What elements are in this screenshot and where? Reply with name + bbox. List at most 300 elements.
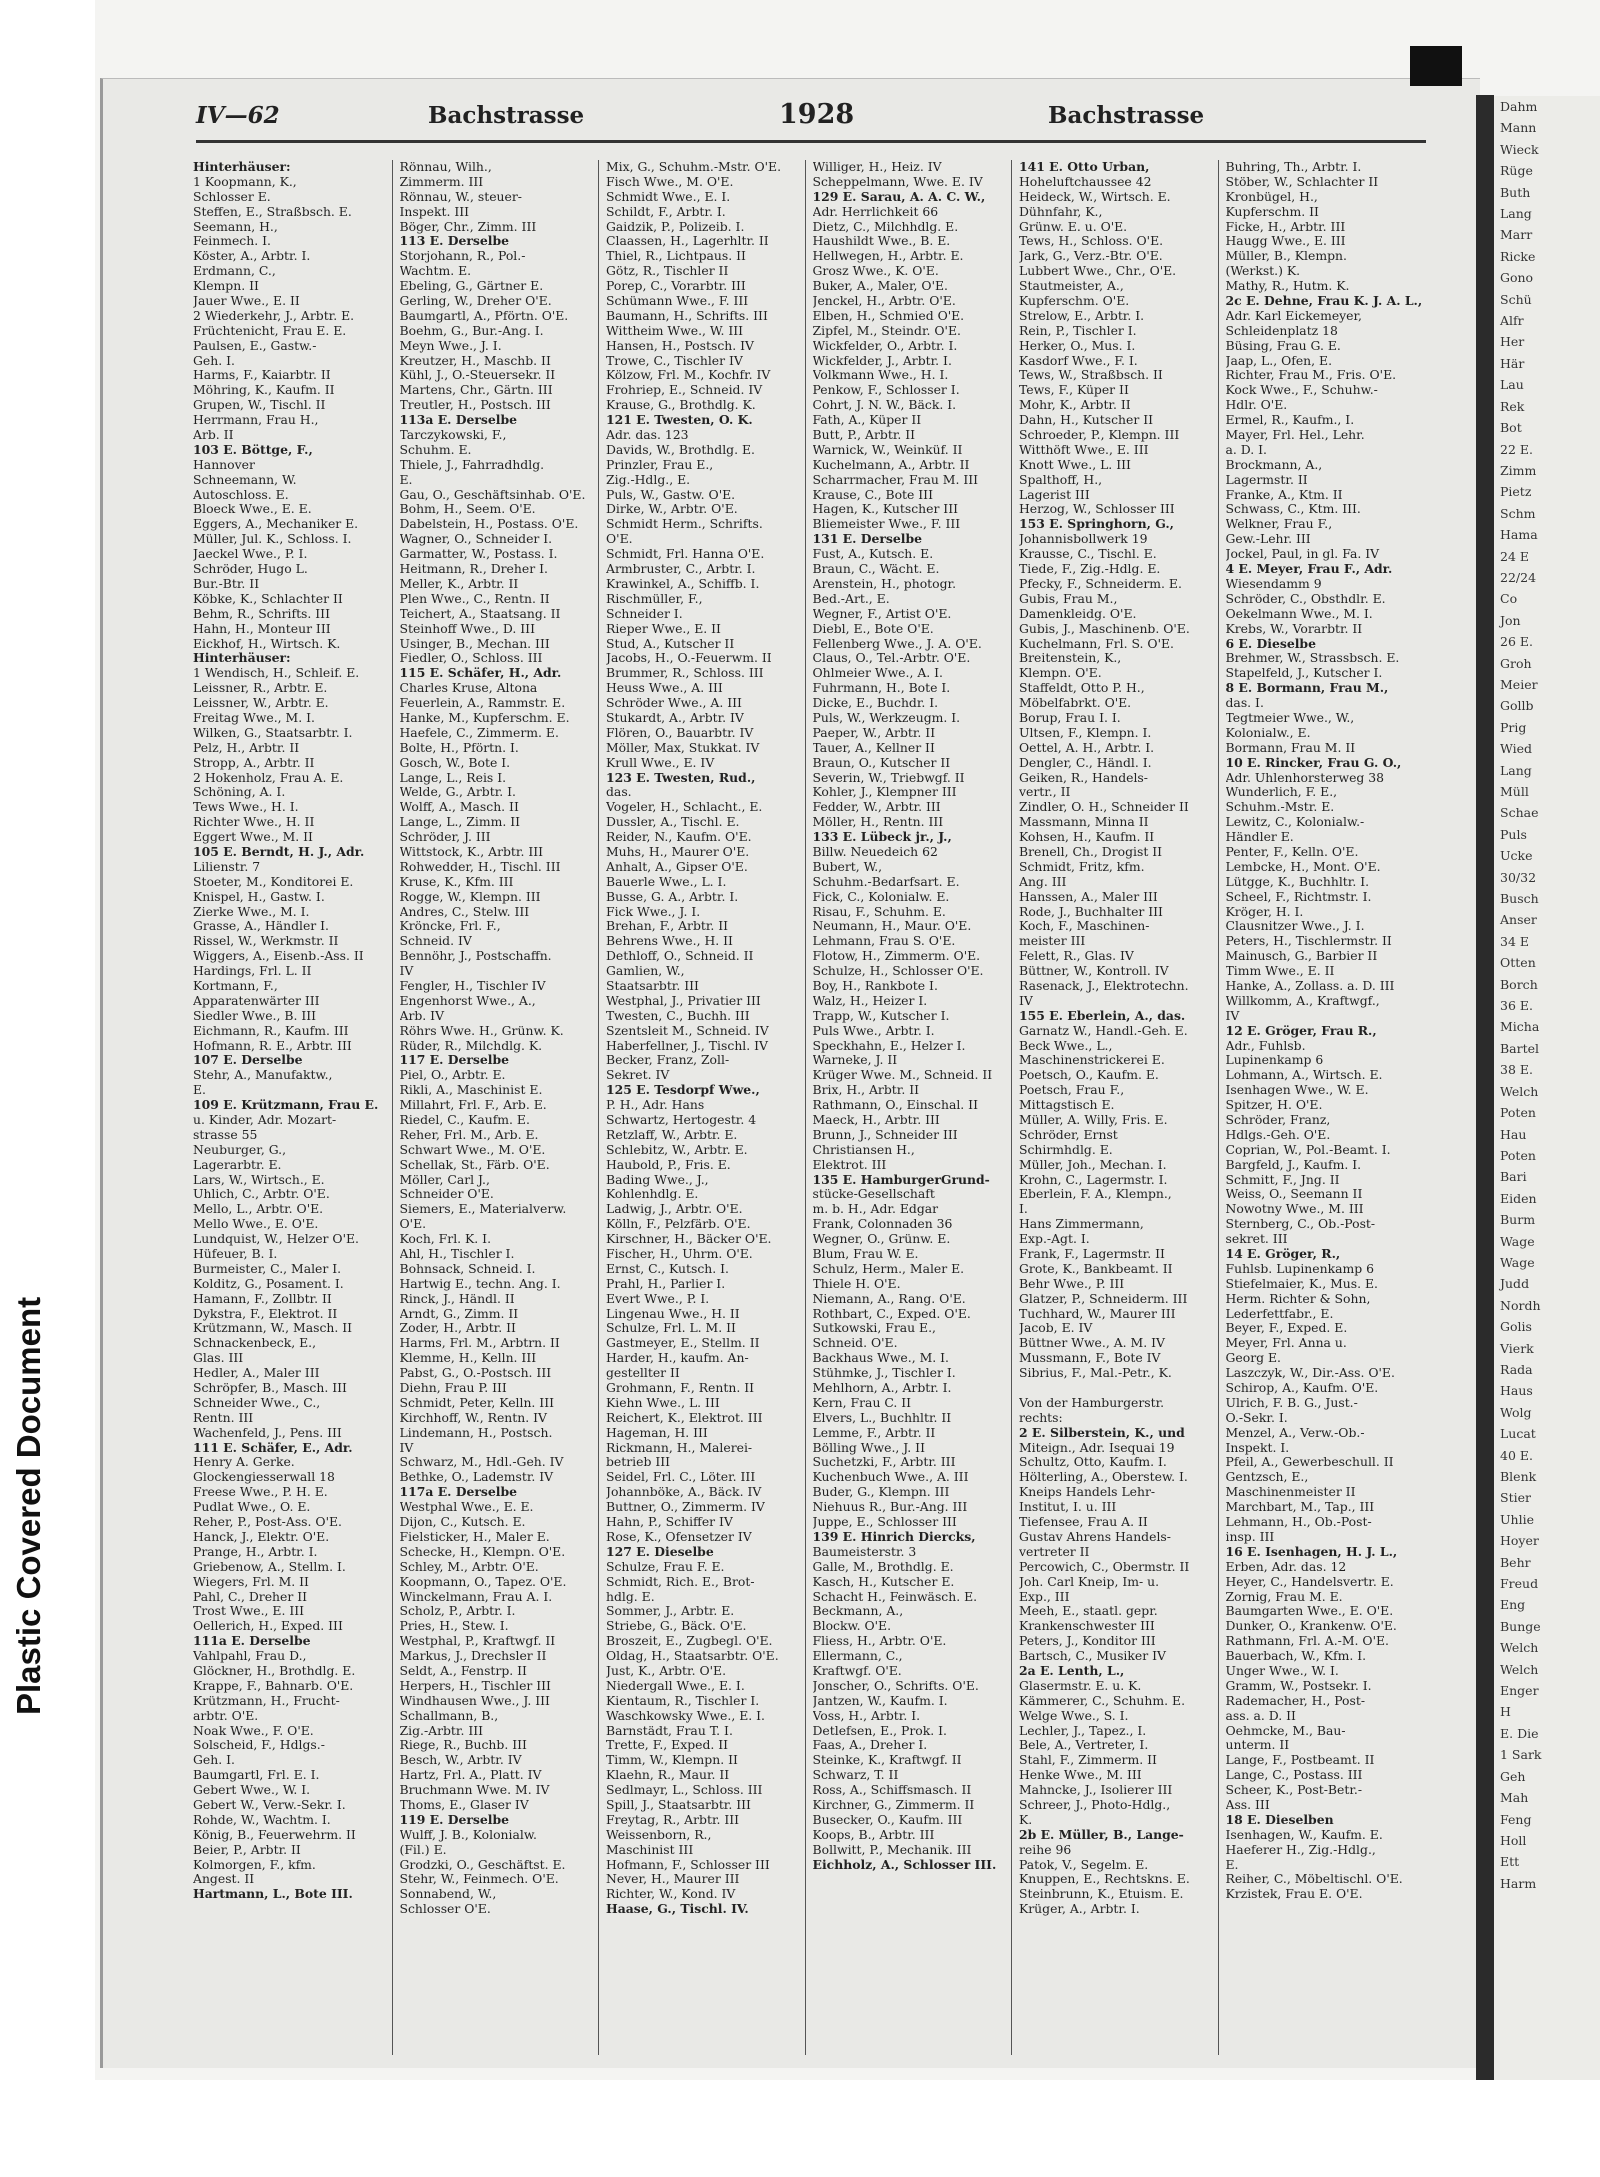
resident-entry: Zig.-Arbtr. III — [399, 1723, 484, 1738]
resident-entry: Schröder, J. III — [399, 830, 491, 845]
resident-entry: Maschinist III — [606, 1842, 694, 1857]
resident-entry: Händler E. — [1225, 830, 1294, 845]
resident-entry: Schneider Wwe., C., — [193, 1395, 321, 1410]
resident-entry: Peters, J., Konditor III — [1019, 1634, 1156, 1649]
resident-entry: Piel, O., Arbtr. E. — [399, 1068, 506, 1083]
resident-entry: Krawinkel, A., Schiffb. I. — [606, 576, 760, 591]
resident-entry: Peters, H., Tischlermstr. II — [1225, 934, 1392, 949]
resident-entry: Kuchelmann, Frl. S. O'E. — [1019, 636, 1174, 651]
resident-entry: Striebe, G., Bäck. O'E. — [606, 1619, 747, 1634]
house-entry-heading: 155 E. Eberlein, A., das. — [1019, 1008, 1186, 1023]
resident-entry: Schröder, C., Obsthdlr. E. — [1225, 591, 1386, 606]
resident-entry: Garmatter, W., Postass. I. — [399, 547, 558, 562]
resident-entry: Mello Wwe., E. O'E. — [193, 1217, 319, 1232]
resident-entry: Scharrmacher, Frau M. III — [812, 472, 979, 487]
resident-entry: Backhaus Wwe., M. I. — [812, 1351, 949, 1366]
house-entry-heading: 16 E. Isenhagen, H. J. L., — [1225, 1544, 1398, 1559]
resident-entry: Brehmer, W., Strassbsch. E. — [1225, 651, 1400, 666]
resident-entry: Fick, C., Kolonialw. E. — [812, 889, 950, 904]
resident-entry: Thoms, E., Glaser IV — [399, 1797, 529, 1812]
left-margin — [0, 0, 95, 2177]
resident-entry: O'E. — [606, 532, 633, 547]
resident-entry: Boehm, G., Bur.-Ang. I. — [399, 323, 544, 338]
resident-entry: Schallmann, B., — [399, 1708, 499, 1723]
resident-entry: Ohlmeier Wwe., A. I. — [812, 666, 943, 681]
resident-entry: Kuchenbuch Wwe., A. III — [812, 1470, 969, 1485]
next-page-fragment: Hama — [1500, 527, 1538, 543]
next-page-fragment: Harm — [1500, 1875, 1537, 1891]
resident-entry: Puls Wwe., Arbtr. I. — [812, 1023, 935, 1038]
page-number: IV—62 — [196, 102, 280, 129]
resident-entry: Bohm, H., Seem. O'E. — [399, 502, 536, 517]
resident-entry: Früchtenicht, Frau E. E. — [193, 323, 347, 338]
resident-entry: Lagerarbtr. E. — [193, 1157, 282, 1172]
resident-entry: Lemme, F., Arbtr. II — [812, 1425, 936, 1440]
resident-entry: Autoschloss. E. — [193, 487, 289, 502]
resident-entry: Meeh, E., staatl. gepr. — [1019, 1604, 1158, 1619]
next-page-fragment: Poten — [1500, 1105, 1536, 1121]
street-name-right: Bachstrasse — [1048, 102, 1205, 129]
next-page-fragment: Bunge — [1500, 1618, 1541, 1634]
resident-entry: Borup, Frau I. I. — [1019, 710, 1121, 725]
resident-entry: Harms, Frl. M., Arbtrn. II — [399, 1336, 560, 1351]
resident-entry: Wulff, J. B., Kolonialw. — [399, 1827, 537, 1842]
resident-entry: Elvers, L., Buchhltr. II — [812, 1410, 952, 1425]
resident-entry: Suchetzki, F., Arbtr. III — [812, 1455, 956, 1470]
resident-entry: Gramm, W., Postsekr. I. — [1225, 1678, 1372, 1693]
resident-entry: Lange, L., Reis I. — [399, 770, 507, 785]
next-page-fragment: Wieck — [1500, 141, 1539, 157]
resident-entry: Pabst, G., O.-Postsch. III — [399, 1366, 552, 1381]
resident-entry: Ang. III — [1019, 874, 1067, 889]
resident-entry: Hahn, P., Schiffer IV — [606, 1515, 733, 1530]
resident-entry: Rohde, W., Wachtm. I. — [193, 1812, 331, 1827]
resident-entry: Kronbügel, H., — [1225, 189, 1318, 204]
resident-entry: Fuhlsb. Lupinenkamp 6 — [1225, 1261, 1374, 1276]
next-page-fragment: Meier — [1500, 676, 1538, 692]
resident-entry: Rentn. III — [193, 1410, 254, 1425]
resident-entry: Clausnitzer Wwe., J. I. — [1225, 919, 1365, 934]
resident-entry: 1 Wendisch, H., Schleif. E. — [193, 666, 360, 681]
resident-entry: Isenhagen, W., Kaufm. E. — [1225, 1827, 1383, 1842]
resident-entry: Hartz, Frl. A., Platt. IV — [399, 1768, 542, 1783]
resident-entry: Müller, B., Klempn. — [1225, 249, 1347, 264]
resident-entry: Hofmann, F., Schlosser III — [606, 1857, 770, 1872]
resident-entry: Coprian, W., Pol.-Beamt. I. — [1225, 1142, 1391, 1157]
resident-entry: Exp.-Agt. I. — [1019, 1232, 1090, 1247]
resident-entry: Maschinenmeister II — [1225, 1485, 1356, 1500]
house-entry-heading: 111 E. Schäfer, E., Adr. — [193, 1440, 353, 1455]
resident-entry: Flotow, H., Zimmerm. O'E. — [812, 949, 981, 964]
resident-entry: Henke Wwe., M. III — [1019, 1768, 1142, 1783]
resident-entry: Elben, H., Schmied O'E. — [812, 308, 965, 323]
resident-entry: Kneips Handels Lehr- — [1019, 1485, 1156, 1500]
resident-entry: Lupinenkamp 6 — [1225, 1053, 1324, 1068]
resident-entry: Buhring, Th., Arbtr. I. — [1225, 160, 1362, 174]
resident-entry: Westphal Wwe., E. E. — [399, 1500, 534, 1515]
resident-entry: Bading Wwe., J., — [606, 1172, 709, 1187]
resident-entry: Schnackenbeck, E., — [193, 1336, 317, 1351]
binding-shadow — [1410, 46, 1462, 86]
resident-entry: K. — [1019, 1812, 1033, 1827]
resident-entry: Gentzsch, E., — [1225, 1470, 1309, 1485]
resident-entry: Von der Hamburgerstr. — [1019, 1395, 1165, 1410]
next-page-edge — [1494, 96, 1600, 2080]
resident-entry: Juppe, E., Schlosser III — [812, 1515, 957, 1530]
resident-entry: Fisch Wwe., M. O'E. — [606, 174, 734, 189]
resident-entry: Möller, Max, Stukkat. IV — [606, 740, 760, 755]
resident-entry: Schlosser O'E. — [399, 1902, 491, 1917]
next-page-fragment: Blenk — [1500, 1469, 1537, 1484]
resident-entry: Stapelfeld, J., Kutscher I. — [1225, 666, 1383, 681]
next-page-fragment: Burm — [1500, 1212, 1536, 1228]
next-page-fragment: Mann — [1500, 120, 1537, 136]
resident-entry: Kolmorgen, F., kfm. — [193, 1857, 316, 1872]
resident-entry: Richter, Frau M., Fris. O'E. — [1225, 368, 1397, 383]
resident-entry: Eichmann, R., Kaufm. III — [193, 1023, 349, 1038]
resident-entry: vertreter II — [1019, 1544, 1090, 1559]
resident-entry: Kiehn Wwe., L. III — [606, 1395, 720, 1410]
resident-entry: Brunn, J., Schneider III — [812, 1127, 958, 1142]
house-entry-heading: 131 E. Derselbe — [812, 532, 923, 547]
resident-entry: Rikli, A., Maschinist E. — [399, 1083, 543, 1098]
next-page-fragment: Wied — [1500, 741, 1533, 757]
resident-entry: Charles Kruse, Altona — [399, 681, 538, 696]
page-header — [196, 94, 1426, 143]
resident-entry: Schleidenplatz 18 — [1225, 323, 1338, 338]
resident-entry: Steinhoff Wwe., D. III — [399, 621, 535, 636]
house-entry-heading: 111a E. Derselbe — [193, 1634, 311, 1649]
resident-entry: Mix, G., Schuhm.-Mstr. O'E. — [606, 160, 782, 174]
resident-entry: Waschkowsky Wwe., E. I. — [606, 1708, 765, 1723]
resident-entry: Rademacher, H., Post- — [1225, 1693, 1366, 1708]
resident-entry: strasse 55 — [193, 1127, 258, 1142]
resident-entry: Diebl, E., Bote O'E. — [812, 621, 934, 636]
resident-entry: Haushildt Wwe., B. E. — [812, 234, 951, 249]
resident-entry: Buker, A., Maler, O'E. — [812, 279, 948, 294]
resident-entry: Kirschner, H., Bäcker O'E. — [606, 1232, 772, 1247]
resident-entry: Ficke, H., Arbtr. III — [1225, 219, 1346, 234]
next-page-fragment: Anser — [1500, 912, 1537, 928]
next-page-fragment: Co — [1500, 591, 1518, 607]
resident-entry: Flören, O., Bauarbtr. IV — [606, 725, 754, 740]
resident-entry: Adr., Fuhlsb. — [1225, 1038, 1306, 1053]
resident-entry: 2 Wiederkehr, J., Arbtr. E. — [193, 308, 355, 323]
resident-entry: Oekelmann Wwe., M. I. — [1225, 606, 1373, 621]
bottom-margin — [0, 2080, 1600, 2177]
resident-entry: Kraftwgf. O'E. — [812, 1663, 902, 1678]
resident-entry: Schneemann, W. — [193, 472, 297, 487]
resident-entry: Walz, H., Heizer I. — [812, 993, 928, 1008]
resident-entry: Reher, P., Post-Ass. O'E. — [193, 1515, 342, 1530]
resident-entry: Bruchmann Wwe. M. IV — [399, 1783, 550, 1798]
resident-entry: Dicke, E., Buchdr. I. — [812, 696, 939, 711]
resident-entry: Feinmech. I. — [193, 234, 271, 249]
resident-entry: Anhalt, A., Gipser O'E. — [606, 859, 748, 874]
resident-entry: Meyer, Frl. Anna u. — [1225, 1336, 1347, 1351]
resident-entry: Dirke, W., Arbtr. O'E. — [606, 502, 738, 517]
resident-entry: Heideck, W., Wirtsch. E. — [1019, 189, 1171, 204]
resident-entry: Tews, W., Straßbsch. II — [1019, 368, 1163, 383]
resident-entry: Neumann, H., Maur. O'E. — [812, 919, 972, 934]
resident-entry: betrieb III — [606, 1455, 671, 1470]
house-entry-heading: 2 E. Silberstein, K., und — [1019, 1425, 1185, 1440]
resident-entry: Krankenschwester III — [1019, 1619, 1155, 1634]
next-page-fragment: Gono — [1500, 270, 1534, 286]
resident-entry: Pudlat Wwe., O. E. — [193, 1500, 311, 1515]
resident-entry: Kuchelmann, A., Arbtr. II — [812, 457, 970, 472]
resident-entry: E. — [399, 472, 413, 487]
resident-entry: Bele, A., Vertreter, I. — [1019, 1738, 1149, 1753]
resident-entry: Isenhagen Wwe., W. E. — [1225, 1083, 1369, 1098]
next-page-fragment: 40 E. — [1500, 1447, 1533, 1463]
resident-entry: Sibrius, F., Mal.-Petr., K. — [1019, 1366, 1172, 1381]
resident-entry: Claus, O., Tel.-Arbtr. O'E. — [812, 651, 971, 666]
resident-entry: Sekret. IV — [606, 1068, 670, 1083]
resident-entry: Wittheim Wwe., W. III — [606, 323, 744, 338]
house-entry-heading: 139 E. Hinrich Diercks, — [812, 1529, 976, 1544]
resident-entry: Jenckel, H., Arbtr. O'E. — [812, 294, 956, 309]
resident-entry: Oehmcke, M., Bau- — [1225, 1723, 1346, 1738]
resident-entry: Zornig, Frau M. E. — [1225, 1589, 1343, 1604]
resident-entry: Freese Wwe., P. H. E. — [193, 1485, 328, 1500]
resident-entry: Bliemeister Wwe., F. III — [812, 517, 961, 532]
resident-entry: Sedlmayr, L., Schloss. III — [606, 1783, 763, 1798]
resident-entry: Frank, F., Lagermstr. II — [1019, 1247, 1165, 1262]
resident-entry: Herzog, W., Schlosser III — [1019, 502, 1175, 517]
resident-entry: 2 Hokenholz, Frau A. E. — [193, 770, 344, 785]
resident-entry: Fengler, H., Tischler IV — [399, 978, 546, 993]
resident-entry: Schröder, Franz, — [1225, 1113, 1331, 1127]
next-page-fragment: 36 E. — [1500, 998, 1533, 1014]
resident-entry: Ross, A., Schiffsmasch. II — [812, 1783, 972, 1798]
resident-entry: Ernst, C., Kutsch. I. — [606, 1261, 729, 1276]
resident-entry: Haubold, P., Fris. E. — [606, 1157, 731, 1172]
resident-entry: Mussmann, F., Bote IV — [1019, 1351, 1161, 1366]
directory-column — [603, 160, 806, 2055]
next-page-fragment: Uhlie — [1500, 1511, 1534, 1527]
resident-entry: Puls, W., Gastw. O'E. — [606, 487, 736, 502]
resident-entry: Hamann, F., Zollbtr. II — [193, 1291, 332, 1306]
resident-entry: Baumann, H., Schrifts. III — [606, 308, 768, 323]
resident-entry: Warnick, W., Weinküf. II — [812, 442, 963, 457]
resident-entry: Lewitz, C., Kolonialw.- — [1225, 815, 1365, 830]
resident-entry: Inspekt. III — [399, 204, 470, 219]
resident-entry: Leissner, W., Arbtr. E. — [193, 696, 329, 711]
resident-entry: Rinck, J., Händl. II — [399, 1291, 515, 1306]
resident-entry: insp. III — [1225, 1529, 1275, 1544]
resident-entry: Schulze, Frau F. E. — [606, 1559, 725, 1574]
house-entry-heading: 2b E. Müller, B., Lange- — [1019, 1827, 1184, 1842]
resident-entry: Mohr, K., Arbtr. II — [1019, 398, 1131, 413]
resident-entry: Kolditz, G., Posament. I. — [193, 1276, 344, 1291]
resident-entry: Rüder, R., Milchdlg. K. — [399, 1038, 543, 1053]
resident-entry: Kröger, H. I. — [1225, 904, 1304, 919]
resident-entry: Just, K., Arbtr. O'E. — [606, 1663, 727, 1678]
resident-entry: Cohrt, J. N. W., Bäck. I. — [812, 398, 957, 413]
house-entry-heading: Hartmann, L., Bote III. — [193, 1887, 353, 1902]
resident-entry: Schulz, Herm., Maler E. — [812, 1261, 965, 1276]
resident-entry: Ermel, R., Kaufm., I. — [1225, 413, 1355, 428]
resident-entry: Grosz Wwe., K. O'E. — [812, 264, 939, 279]
resident-entry: Twesten, C., Buchh. III — [606, 1008, 750, 1023]
resident-entry: Bollwitt, P., Mechanik. III — [812, 1842, 972, 1857]
resident-entry: Schulze, H., Schlosser O'E. — [812, 964, 984, 979]
resident-entry: Schmidt Herm., Schrifts. — [606, 517, 763, 532]
resident-entry: Schley, M., Arbtr. O'E. — [399, 1559, 539, 1574]
resident-entry: Severin, W., Triebwgf. II — [812, 770, 965, 785]
resident-entry: Krüger, A., Arbtr. I. — [1019, 1902, 1140, 1917]
resident-entry: Hans Zimmermann, — [1019, 1217, 1144, 1232]
resident-entry: Vahlpahl, Frau D., — [193, 1649, 307, 1664]
resident-entry: Busecker, O., Kaufm. III — [812, 1812, 963, 1827]
resident-entry: Fielsticker, H., Maler E. — [399, 1529, 550, 1544]
next-page-fragment: Schü — [1500, 291, 1532, 307]
resident-entry: Koch, F., Maschinen- — [1019, 919, 1150, 934]
resident-entry: Wiggers, A., Eisenb.-Ass. II — [193, 949, 364, 964]
resident-entry: Kohler, J., Klempner III — [812, 785, 957, 800]
next-page-fragment: Vierk — [1500, 1340, 1534, 1356]
resident-entry: Elektrot. III — [812, 1157, 887, 1172]
next-page-fragment: Hoyer — [1500, 1533, 1539, 1549]
resident-entry: Neuburger, G., — [193, 1142, 287, 1157]
house-entry-heading: 135 E. HamburgerGrund- — [812, 1172, 990, 1187]
next-page-fragment: Alfr — [1500, 313, 1524, 329]
resident-entry: Niehuus R., Bur.-Ang. III — [812, 1500, 968, 1515]
resident-entry: Stöber, W., Schlachter II — [1225, 174, 1379, 189]
resident-entry: Billw. Neuedeich 62 — [812, 844, 938, 859]
resident-entry: Frohriep, E., Schneid. IV — [606, 383, 763, 398]
resident-entry: Lohmann, A., Wirtsch. E. — [1225, 1068, 1383, 1083]
resident-entry: Pfecky, F., Schneiderm. E. — [1019, 576, 1182, 591]
next-page-fragment: Rüge — [1500, 163, 1533, 179]
house-entry-heading: 113 E. Derselbe — [399, 234, 510, 249]
next-page-fragment: Schm — [1500, 505, 1536, 521]
resident-entry: Arb. II — [193, 428, 234, 443]
resident-entry: Tarczykowski, F., — [399, 428, 507, 443]
resident-entry: Fick Wwe., J. I. — [606, 904, 701, 919]
resident-entry: Tews Wwe., H. I. — [193, 800, 299, 815]
resident-entry: meister III — [1019, 934, 1086, 949]
resident-entry: Scholz, P., Arbtr. I. — [399, 1604, 516, 1619]
resident-entry: Strelow, E., Arbtr. I. — [1019, 308, 1145, 323]
house-entry-heading: 8 E. Bormann, Frau M., — [1225, 681, 1389, 696]
resident-entry: Glockengiesserwall 18 — [193, 1470, 335, 1485]
resident-entry: Barnstädt, Frau T. I. — [606, 1723, 733, 1738]
resident-entry: Kröncke, Frl. F., — [399, 919, 501, 934]
resident-entry: Busse, G. A., Arbtr. I. — [606, 889, 739, 904]
resident-entry: Gaidzik, P., Polizeib. I. — [606, 219, 745, 234]
resident-entry: Müller, Jul. K., Schloss. I. — [193, 532, 352, 547]
resident-entry: Schmidt Wwe., E. I. — [606, 189, 731, 204]
resident-entry: Köster, A., Arbtr. I. — [193, 249, 311, 264]
resident-entry: Jonscher, O., Schrifts. O'E. — [812, 1678, 979, 1693]
resident-entry: Steinbrunn, K., Etuism. E. — [1019, 1887, 1184, 1902]
resident-entry: 1 Koopmann, K., — [193, 174, 297, 189]
next-page-fragment: Lang — [1500, 206, 1532, 222]
resident-entry: Schultz, Otto, Kaufm. I. — [1019, 1455, 1167, 1470]
resident-entry: Jockel, Paul, in gl. Fa. IV — [1225, 547, 1380, 562]
resident-entry: Rein, P., Tischler I. — [1019, 323, 1137, 338]
resident-entry: Jaap, L., Ofen, E. — [1225, 353, 1333, 368]
resident-entry: sekret. III — [1225, 1232, 1288, 1247]
resident-entry: Krull Wwe., E. IV — [606, 755, 715, 770]
next-page-fragment: Busch — [1500, 891, 1539, 907]
house-entry-heading: 121 E. Twesten, O. K. — [606, 413, 753, 428]
resident-entry: Johannböke, A., Bäck. IV — [606, 1485, 762, 1500]
resident-entry: Trette, F., Exped. II — [606, 1738, 729, 1753]
resident-entry: Rieper Wwe., E. II — [606, 621, 721, 636]
resident-entry: Welde, G., Arbtr. I. — [399, 785, 516, 800]
resident-entry: Heyer, C., Handelsvertr. E. — [1225, 1574, 1394, 1589]
resident-entry: Wunderlich, F. E., — [1225, 785, 1338, 800]
resident-entry: Scheel, F., Richtmstr. I. — [1225, 889, 1372, 904]
resident-entry: Diehn, Frau P. III — [399, 1381, 507, 1396]
resident-entry: Thiele H. O'E. — [812, 1276, 901, 1291]
resident-entry: Lubbert Wwe., Chr., O'E. — [1019, 264, 1177, 279]
resident-entry: Adr. Karl Eickemeyer, — [1225, 308, 1362, 323]
resident-entry: Inspekt. I. — [1225, 1440, 1290, 1455]
resident-entry: Behrens Wwe., H. II — [606, 934, 733, 949]
resident-entry: Rissel, W., Werkmstr. II — [193, 934, 339, 949]
resident-entry: Krause, G., Brothdlg. K. — [606, 398, 756, 413]
resident-entry: Schmitt, F., Jng. II — [1225, 1172, 1340, 1187]
resident-entry: Burmeister, C., Maler I. — [193, 1261, 342, 1276]
resident-entry: Braun, C., Wächt. E. — [812, 562, 940, 577]
resident-entry: Kruse, K., Kfm. III — [399, 874, 514, 889]
next-page-fragment: 24 E — [1500, 548, 1530, 564]
resident-entry: Schneider O'E. — [399, 1187, 494, 1202]
resident-entry: Schneid. IV — [399, 934, 472, 949]
resident-entry: O.-Sekr. I. — [1225, 1410, 1288, 1425]
resident-entry: Reichert, K., Elektrot. III — [606, 1410, 763, 1425]
resident-entry: Bloeck Wwe., E. E. — [193, 502, 312, 517]
resident-entry: Büttner, W., Kontroll. IV — [1019, 964, 1169, 979]
resident-entry: Krause, C., Bote III — [812, 487, 933, 502]
resident-entry: Mahncke, J., Isolierer III — [1019, 1783, 1173, 1798]
resident-entry: Knott Wwe., L. III — [1019, 457, 1131, 472]
resident-entry: Weissenborn, R., — [606, 1827, 712, 1842]
resident-entry: Jantzen, W., Kaufm. I. — [812, 1693, 948, 1708]
resident-entry: Kölln, F., Pelzfärb. O'E. — [606, 1217, 751, 1232]
resident-entry: Detlefsen, E., Prok. I. — [812, 1723, 947, 1738]
resident-entry: stücke-Gesellschaft — [812, 1187, 935, 1202]
resident-entry: Millahrt, Frl. F., Arb. E. — [399, 1098, 547, 1113]
house-entry-heading: 105 E. Berndt, H. J., Adr. — [193, 844, 365, 859]
resident-entry: Scheppelmann, Wwe. E. IV — [812, 174, 983, 189]
resident-entry: Gustav Ahrens Handels- — [1019, 1529, 1171, 1544]
resident-entry: Schellak, St., Färb. O'E. — [399, 1157, 550, 1172]
side-label: Plastic Covered Document — [10, 1296, 47, 1715]
resident-entry: Jauer Wwe., E. II — [193, 294, 300, 309]
resident-entry: Knispel, H., Gastw. I. — [193, 889, 325, 904]
next-page-fragment: Bari — [1500, 1169, 1527, 1185]
resident-entry: Adr. Herrlichkeit 66 — [812, 204, 939, 219]
resident-entry: Zindler, O. H., Schneider II — [1019, 800, 1189, 815]
resident-entry: Stiefelmaier, K., Mus. E. — [1225, 1276, 1378, 1291]
resident-entry: Mehlhorn, A., Arbtr. I. — [812, 1381, 952, 1396]
next-page-fragment: Haus — [1500, 1383, 1533, 1399]
resident-entry: Möbelfabrkt. O'E. — [1019, 696, 1132, 711]
resident-entry: Lange, F., Postbeamt. II — [1225, 1753, 1375, 1768]
resident-entry: Brenell, Ch., Drogist II — [1019, 844, 1163, 859]
resident-entry: Kortmann, F., — [193, 978, 278, 993]
resident-entry: Kock Wwe., F., Schuhw.- — [1225, 383, 1378, 398]
resident-entry: Kientaum, R., Tischler I. — [606, 1693, 760, 1708]
house-entry-heading: 153 E. Springhorn, G., — [1019, 517, 1174, 532]
resident-entry: Marchbart, M., Tap., III — [1225, 1500, 1375, 1515]
resident-entry: Heuss Wwe., A. III — [606, 681, 723, 696]
